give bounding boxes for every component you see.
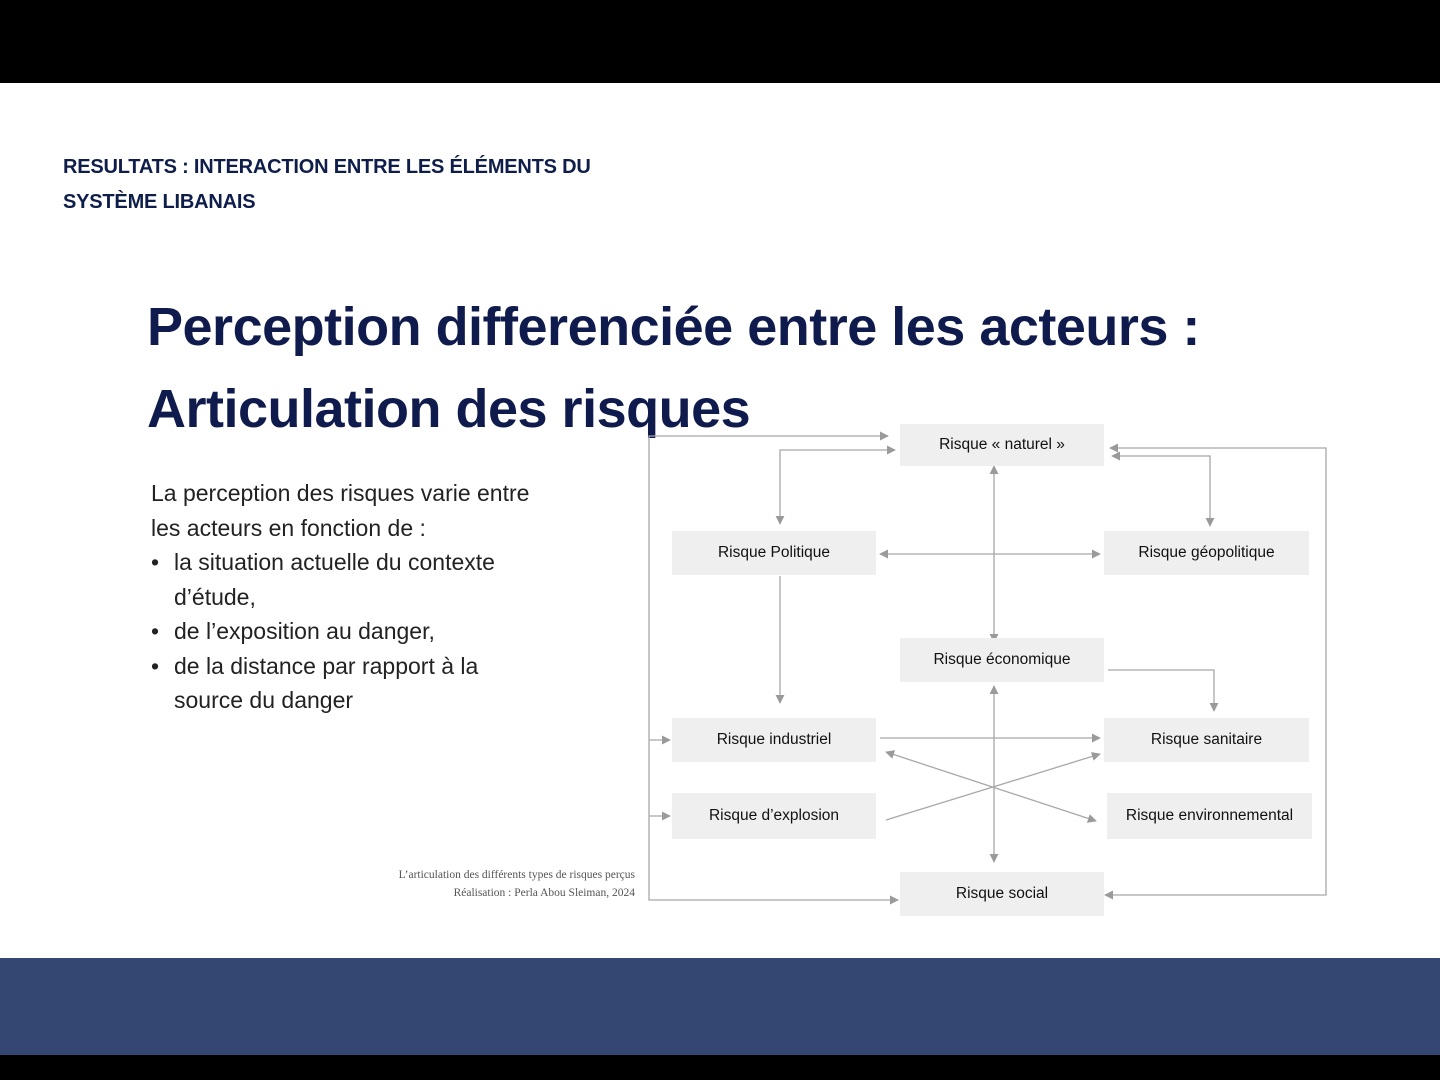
node-label: Risque géopolitique — [1138, 544, 1275, 561]
bottom-letterbox-bar — [0, 1055, 1440, 1080]
bullet-marker: • — [151, 549, 160, 575]
risk-diagram — [640, 418, 1340, 923]
node-risque-environnemental — [1107, 793, 1312, 839]
node-label: Risque d’explosion — [708, 807, 840, 824]
footer-band — [0, 958, 1440, 1055]
section-header-line-2: SYSTÈME LIBANAIS — [63, 191, 256, 213]
connector-naturel-geopolitique — [1112, 456, 1210, 526]
node-risque-naturel — [900, 424, 1104, 466]
section-header-line-1: RESULTATS : INTERACTION ENTRE LES ÉLÉMENTS DU — [63, 156, 591, 178]
node-label: Risque sanitaire — [1150, 731, 1263, 748]
bullet-text: de la distance par rapport à la source du danger — [174, 652, 479, 713]
node-risque-explosion — [672, 793, 876, 839]
bullet-text: la situation actuelle du contexte d’étude, — [174, 549, 495, 610]
slide-title-line-1: Perception differenciée entre les acteurs : — [147, 297, 1200, 357]
bullet-list — [151, 545, 531, 718]
node-label: Risque social — [955, 885, 1049, 902]
slide-title-line-2: Articulation des risques — [147, 379, 751, 439]
caption-line-2: Réalisation : Perla Abou Sleiman, 2024 — [453, 887, 635, 899]
node-label: Risque « naturel » — [939, 436, 1065, 453]
node-risque-economique — [900, 638, 1104, 682]
body-intro: La perception des risques varie entre les acteurs en fonction de : — [151, 480, 530, 541]
bullet-marker: • — [151, 652, 160, 679]
connector-economique-sanitaire — [1108, 670, 1214, 711]
section-header — [63, 150, 623, 220]
node-label: Risque environnemental — [1125, 807, 1294, 824]
node-label: Risque économique — [933, 651, 1071, 668]
node-risque-geopolitique — [1104, 531, 1309, 575]
node-label: Risque industriel — [716, 731, 832, 748]
caption-line-1: L’articulation des différents types de risques perçus — [398, 869, 635, 881]
node-risque-politique — [672, 531, 876, 575]
top-letterbox-bar — [0, 0, 1440, 83]
node-risque-sanitaire — [1104, 718, 1309, 762]
body-text — [151, 476, 531, 718]
bullet-text: de l’exposition au danger, — [174, 618, 435, 644]
node-label: Risque Politique — [717, 544, 830, 561]
node-risque-social — [900, 872, 1104, 916]
connector-naturel-politique — [780, 450, 895, 524]
bullet-item — [151, 614, 531, 649]
bullet-item — [151, 545, 531, 614]
diagram-caption — [330, 866, 635, 902]
bullet-item — [151, 649, 531, 718]
node-risque-industriel — [672, 718, 876, 762]
bullet-marker: • — [151, 618, 160, 644]
